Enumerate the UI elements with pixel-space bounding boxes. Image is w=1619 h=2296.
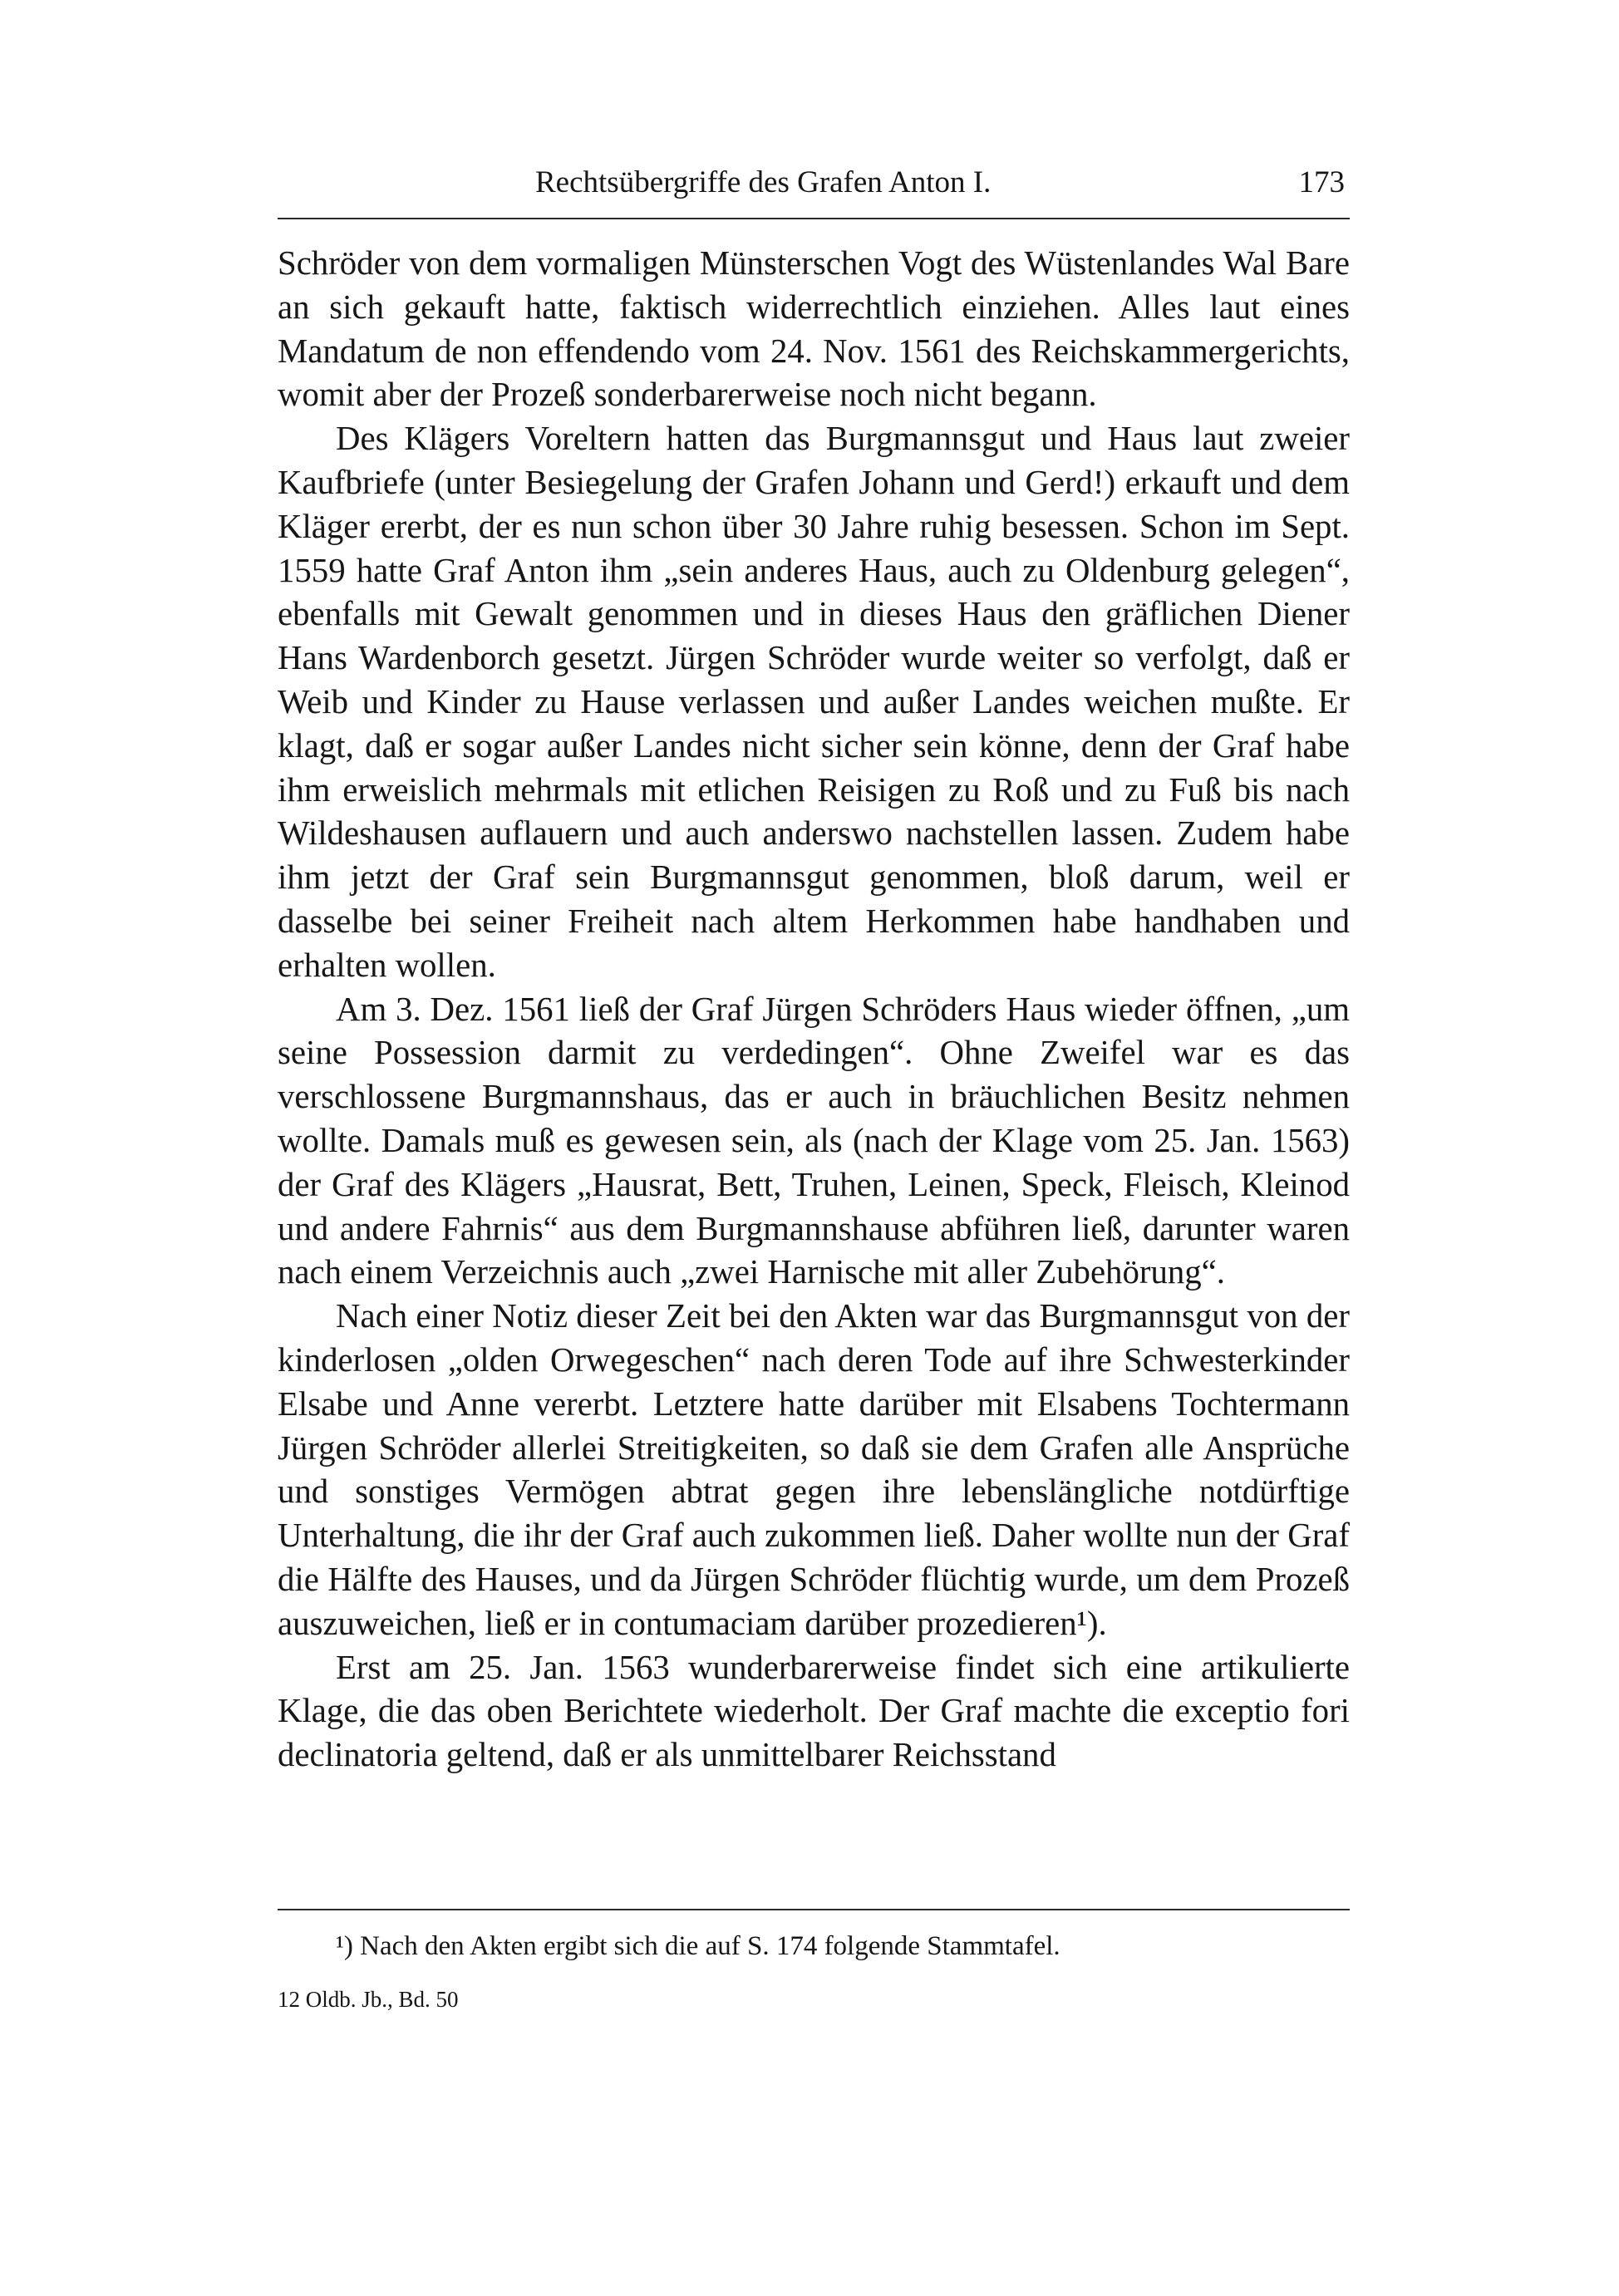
printer-signature: 12 Oldb. Jb., Bd. 50 [278, 1987, 459, 2012]
footnote: ¹) Nach den Akten ergibt sich die auf S. 174 folgende Stammtafel. [336, 1931, 1060, 1961]
running-title: Rechtsübergriffe des Grafen Anton I. [535, 165, 992, 199]
paragraph-5: Erst am 25. Jan. 1563 wunderbarerweise findet sich eine artikulierte Klage, die das oben Berichtete wiederholt. Der Graf machte die exceptio fori declinatoria geltend, daß er als unmittelbarer Reichsstand [278, 1648, 1350, 1774]
paragraph-4: Nach einer Notiz dieser Zeit bei den Akten war das Burgmannsgut von der kinderlosen „olden Orwegeschen“ nach deren Tode auf ihre Schwesterkinder Elsabe und Anne vererbt. Letztere hatte darüber mit Elsabens Tochtermann Jürgen Schröder allerlei Streitigkeiten, so daß sie dem Grafen alle Ansprüche und sonstiges Vermögen abtrat gegen ihre lebenslängliche notdürftige Unterhaltung, die ihr der Graf auch zukommen ließ. Daher wollte nun der Graf die Hälfte des Hauses, und da Jürgen Schröder flüchtig wurde, um dem Prozeß auszuweichen, ließ er in contumaciam darüber prozedieren¹). [278, 1297, 1350, 1642]
paragraph-1: Schröder von dem vormaligen Münsterschen Vogt des Wüstenlandes Wal Bare an sich gekauft hatte, faktisch widerrechtlich einziehen. Alles laut eines Mandatum de non effendendo vom 24. Nov. 1561 des Reichskammergerichts, womit aber der Prozeß sonderbarerweise noch nicht begann. [278, 244, 1350, 414]
paragraph-3: Am 3. Dez. 1561 ließ der Graf Jürgen Schröders Haus wieder öffnen, „um seine Possession darmit zu verdedingen“. Ohne Zweifel war es das verschlossene Burgmannshaus, das er auch in bräuchlichen Besitz nehmen wollte. Damals muß es gewesen sein, als (nach der Klage vom 25. Jan. 1563) der Graf des Klägers „Hausrat, Bett, Truhen, Leinen, Speck, Fleisch, Kleinod und andere Fahrnis“ aus dem Burgmannshause abführen ließ, darunter waren nach einem Verzeichnis auch „zwei Harnische mit aller Zubehörung“. [278, 990, 1350, 1291]
header-rule [278, 218, 1350, 219]
running-header [278, 158, 1350, 208]
paragraph-2: Des Klägers Voreltern hatten das Burgmannsgut und Haus laut zweier Kaufbriefe (unter Besiegelung der Grafen Johann und Gerd!) erkauft und dem Kläger ererbt, der es nun schon über 30 Jahre ruhig besessen. Schon im Sept. 1559 hatte Graf Anton ihm „sein anderes Haus, auch zu Oldenburg gelegen“, ebenfalls mit Gewalt genommen und in dieses Haus den gräflichen Diener Hans Wardenborch gesetzt. Jürgen Schröder wurde weiter so verfolgt, daß er Weib und Kinder zu Hause verlassen und außer Landes weichen mußte. Er klagt, daß er sogar außer Landes nicht sicher sein könne, denn der Graf habe ihm erweislich mehrmals mit etlichen Reisigen zu Roß und zu Fuß bis nach Wildeshausen auflauern und auch anderswo nachstellen lassen. Zudem habe ihm jetzt der Graf sein Burgmannsgut genommen, bloß darum, weil er dasselbe bei seiner Freiheit nach altem Herkommen habe handhaben und erhalten wollen. [278, 420, 1350, 984]
page-number: 173 [1298, 165, 1345, 199]
body-text [278, 242, 1350, 1777]
footnote-rule [278, 1909, 1350, 1910]
